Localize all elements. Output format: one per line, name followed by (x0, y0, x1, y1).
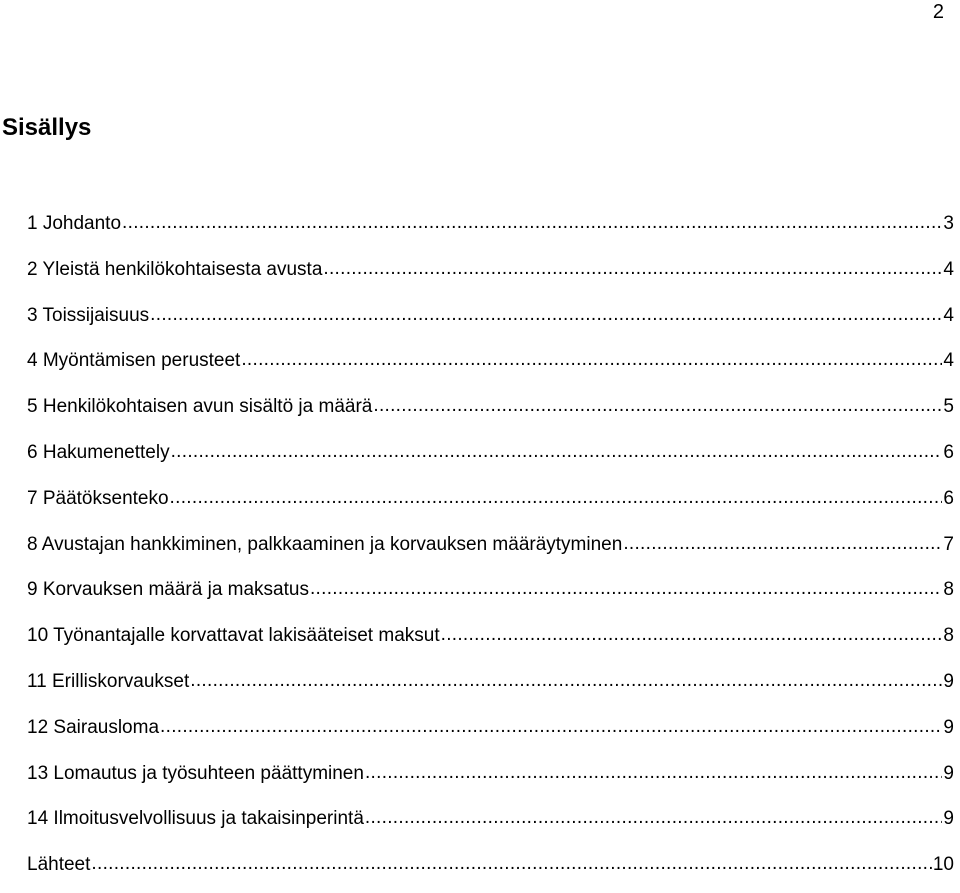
dot-leader (150, 297, 942, 333)
toc-entry[interactable] (27, 664, 954, 710)
toc-entry[interactable] (27, 801, 954, 847)
toc-entry-page: 9 (943, 762, 954, 784)
toc-entry-title: 9 Korvauksen määrä ja maksatus (27, 579, 309, 601)
toc-entry-page: 9 (943, 716, 954, 738)
dot-leader (323, 251, 942, 287)
dot-leader (365, 800, 943, 836)
toc-entry[interactable] (27, 756, 954, 802)
toc-entry-page: 5 (943, 396, 954, 418)
toc-entry-page: 9 (943, 670, 954, 692)
dot-leader (241, 342, 942, 378)
toc-entry-page: 6 (943, 441, 954, 463)
toc-entry[interactable] (27, 847, 954, 893)
toc-entry-page: 8 (943, 625, 954, 647)
toc-entry[interactable] (27, 572, 954, 618)
toc-entry-title: 10 Työnantajalle korvattavat lakisääteiset maksut (27, 625, 440, 647)
page-number: 2 (932, 1, 944, 23)
dot-leader (623, 526, 942, 562)
toc-entry[interactable] (27, 298, 954, 344)
toc-entry[interactable] (27, 618, 954, 664)
dot-leader (310, 571, 942, 607)
toc-entry-page: 9 (943, 808, 954, 830)
dot-leader (170, 480, 943, 516)
toc-entry[interactable] (27, 527, 954, 573)
dot-leader (373, 388, 942, 424)
dot-leader (190, 663, 942, 699)
toc-entry-title: 14 Ilmoitusvelvollisuus ja takaisinperintä (27, 808, 364, 830)
toc-entry[interactable] (27, 389, 954, 435)
toc-entry-title: 13 Lomautus ja työsuhteen päättyminen (27, 762, 364, 784)
toc-entry-title: Lähteet (27, 854, 91, 876)
toc-entry-page: 4 (943, 258, 954, 280)
toc-entry[interactable] (27, 252, 954, 298)
toc-entry[interactable] (27, 206, 954, 252)
toc-entry-title: 8 Avustajan hankkiminen, palkkaaminen ja korvauksen määräytyminen (27, 533, 623, 555)
toc-entry-page: 7 (943, 533, 954, 555)
toc-entry-page: 3 (943, 213, 954, 234)
dot-leader (441, 617, 943, 653)
toc-entry[interactable] (27, 481, 954, 527)
toc-entry-title: 6 Hakumenettely (27, 441, 170, 463)
dot-leader (160, 709, 942, 745)
dot-leader (171, 434, 943, 470)
table-of-contents (27, 206, 954, 893)
toc-entry-title: 12 Sairausloma (27, 716, 160, 738)
toc-entry-page: 8 (943, 579, 954, 601)
toc-entry-title: 2 Yleistä henkilökohtaisesta avusta (27, 258, 323, 280)
toc-entry-page: 6 (943, 487, 954, 509)
dot-leader (91, 846, 931, 882)
toc-entry-title: 5 Henkilökohtaisen avun sisältö ja määrä (27, 396, 373, 418)
toc-entry-page: 10 (932, 854, 954, 876)
toc-entry-page: 4 (943, 304, 954, 326)
toc-entry[interactable] (27, 343, 954, 389)
toc-entry-title: 4 Myöntämisen perusteet (27, 350, 241, 372)
toc-title: Sisällys (2, 114, 92, 141)
dot-leader (122, 205, 942, 241)
dot-leader (365, 755, 942, 791)
toc-entry-title: 1 Johdanto (27, 213, 122, 234)
toc-entry-title: 3 Toissijaisuus (27, 304, 150, 326)
toc-entry-title: 11 Erilliskorvaukset (27, 670, 190, 692)
toc-entry[interactable] (27, 435, 954, 481)
toc-entry[interactable] (27, 710, 954, 756)
toc-entry-title: 7 Päätöksenteko (27, 487, 169, 509)
toc-entry-page: 4 (943, 350, 954, 372)
